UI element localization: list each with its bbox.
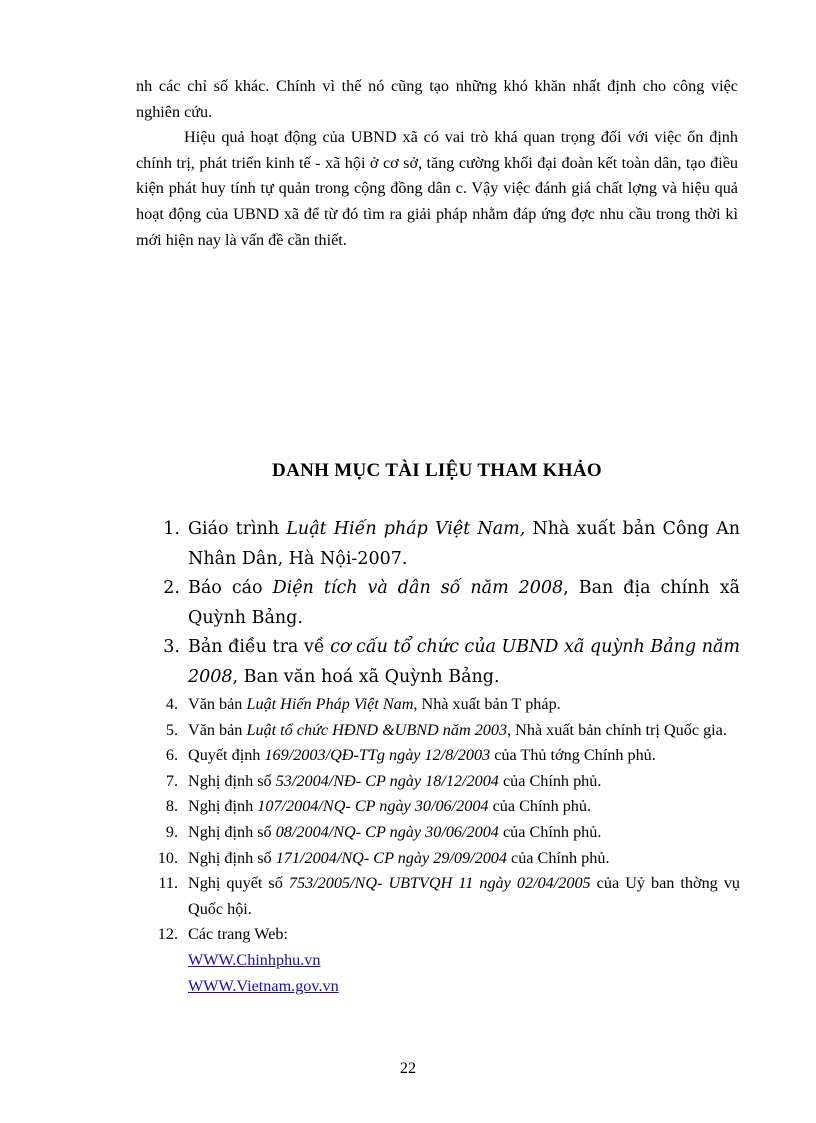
reference-prefix: Nghị định số [188,771,276,790]
reference-prefix: Báo cáo [188,578,273,598]
reference-item [136,692,740,718]
reference-number: 7. [165,771,178,790]
reference-item [136,574,740,633]
reference-item [136,871,740,922]
reference-number: 3. [163,637,180,657]
reference-prefix: Nghị định [188,797,258,816]
reference-title: Luật tổ chức HĐND &UBND năm 2003 [246,720,508,739]
reference-prefix: Nghị định số [188,848,276,867]
reference-prefix: Bản điều tra về [188,637,331,657]
reference-title: 753/2005/NQ- UBTVQH 11 ngày 02/04/2005 [288,874,591,893]
reference-number: 4. [165,695,178,713]
reference-title: 169/2003/QĐ-TTg ngày 12/8/2003 [264,746,491,765]
reference-suffix: của Chính phủ. [488,797,592,816]
reference-suffix: Nhà xuất bản Công An Nhân Dân, Hà Nội-2007. [188,519,740,569]
reference-item [136,633,740,692]
reference-prefix: Giáo trình [188,519,287,539]
reference-item [136,718,740,744]
reference-suffix: của Uỷ ban thờng vụ Quốc hội. [188,874,741,918]
reference-prefix: Văn bản [188,720,247,739]
reference-suffix: của Chính phủ. [506,848,610,867]
reference-number: 2. [163,578,180,598]
reference-title: 08/2004/NQ- CP ngày 30/06/2004 [275,822,499,841]
reference-item [136,743,740,769]
reference-title: cơ cấu tổ chức của UBND xã quỳnh Bảng năm 2008 [188,637,740,687]
reference-item [136,846,740,872]
body-paragraph-1: nh các chỉ số khác. Chính vì thế nó cũng tạo những khó khăn nhất định cho công việc nghiên cứu. [136,77,738,121]
reference-prefix: Quyết định [188,746,265,765]
page-number: 22 [399,1059,417,1077]
reference-number: 9. [165,822,178,841]
body-paragraph-2: Hiệu quả hoạt động của UBND xã có vai trò khá quan trọng đối với việc ổn định chính trị, phát triển kinh tế - xã hội ở cơ sở, tăng cường khối đại đoàn kết toàn dân, tạo điều kiện phát huy tính tự quản trong cộng đồng dân c. Vậy việc đánh giá chất lợng và hiệu quả hoạt động của UBND xã để từ đó tìm ra giải pháp nhằm đáp ứng đợc nhu cầu trong thời kì mới hiện nay là vấn đề cần thiết. [136,128,738,249]
reference-number: 11. [158,874,178,893]
reference-title: Diện tích và dân số năm 2008 [272,578,564,598]
reference-item [136,769,740,795]
reference-title: Luật Hiến pháp Việt Nam, [286,519,526,539]
reference-title: 171/2004/NQ- CP ngày 29/09/2004 [275,848,507,867]
reference-item [136,515,740,574]
reference-item [136,820,740,846]
reference-number: 1. [163,519,180,539]
reference-number: 8. [165,797,178,816]
reference-suffix: , Nhà xuất bản chính trị Quốc gia. [507,720,727,739]
reference-number: 5. [165,720,178,739]
link-chinhphu[interactable]: WWW.Chinhphu.vn [188,950,321,969]
reference-prefix: Các trang Web: [188,925,288,944]
reference-number: 6. [165,746,178,765]
reference-suffix: , Ban văn hoá xã Quỳnh Bảng. [232,666,500,687]
reference-suffix: của Thủ tớng Chính phủ. [490,746,656,765]
reference-title: Luật Hiến Pháp Việt Nam [246,695,414,713]
reference-suffix: , Ban địa chính xã Quỳnh Bảng. [188,578,740,628]
reference-suffix: của Chính phủ. [498,822,602,841]
references-heading: DANH MỤC TÀI LIỆU THAM KHẢO [272,460,602,481]
reference-item [136,922,740,999]
references-list [136,515,740,999]
reference-prefix: Nghị định số [188,822,276,841]
reference-item [136,794,740,820]
reference-suffix: của Chính phủ. [498,771,602,790]
link-vietnam-gov[interactable]: WWW.Vietnam.gov.vn [188,976,339,995]
reference-title: 107/2004/NQ- CP ngày 30/06/2004 [257,797,489,816]
reference-prefix: Nghị quyết số [188,874,289,893]
reference-suffix: , Nhà xuất bản T pháp. [413,695,561,713]
reference-prefix: Văn bản [188,695,247,713]
reference-number: 12. [157,925,178,944]
reference-number: 10. [157,848,178,867]
reference-title: 53/2004/NĐ- CP ngày 18/12/2004 [275,771,499,790]
